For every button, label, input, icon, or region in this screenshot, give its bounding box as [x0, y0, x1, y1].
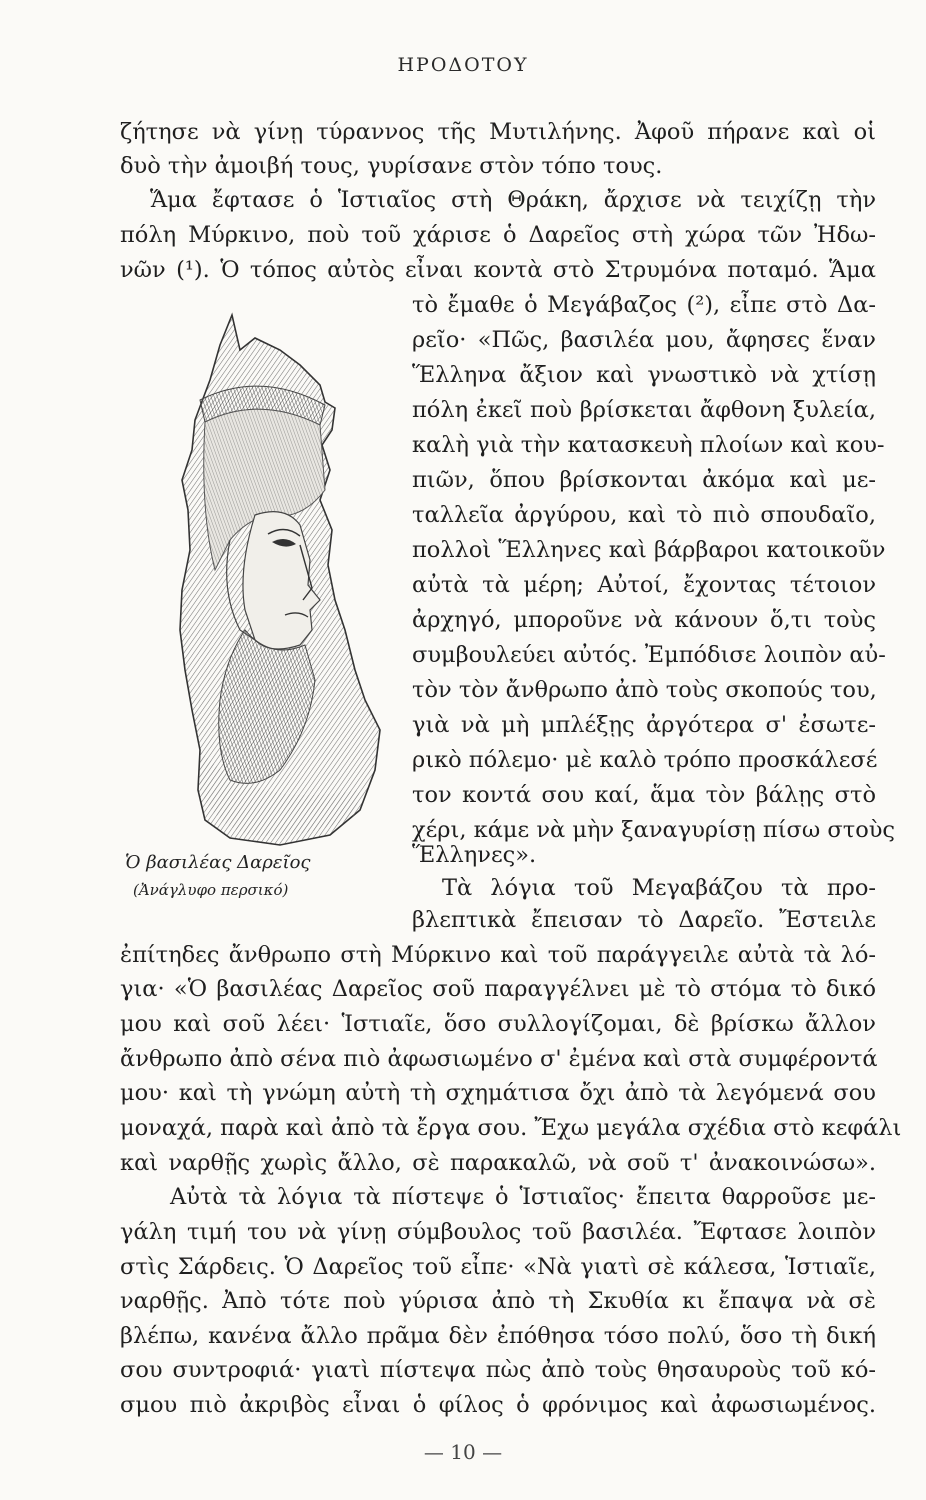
text-line: πόλη Μύρκινο, ποὺ τοῦ χάρισε ὁ Δαρεῖος στὴ χώρα τῶν Ἠδω- — [120, 222, 876, 248]
text-line: συμβουλεύει αὐτός. Ἐμπόδισε λοιπὸν αὐ- — [412, 642, 886, 668]
text-line: τον κοντά σου καί, ἅμα τὸν βάλῃς στὸ — [412, 782, 876, 808]
text-line: στὶς Σάρδεις. Ὁ Δαρεῖος τοῦ εἶπε· «Νὰ γιατὶ σὲ κάλεσα, Ἱστιαῖε, — [120, 1254, 876, 1280]
text-line: μοναχά, παρὰ καὶ ἀπὸ τὰ ἔργα σου. Ἔχω μεγάλα σχέδια στὸ κεφάλι — [120, 1115, 902, 1141]
text-line: ζήτησε νὰ γίνῃ τύραννος τῆς Μυτιλήνης. Ἀφοῦ πήρανε καὶ οἱ — [120, 119, 876, 145]
text-line: τὸν τὸν ἄνθρωπο ἀπὸ τοὺς σκοπούς του, — [412, 677, 877, 703]
text-line: Ἕλληνα ἄξιον καὶ γνωστικὸ νὰ χτίσῃ — [412, 362, 876, 388]
text-line: ρεῖο· «Πῶς, βασιλέα μου, ἄφησες ἕναν — [412, 327, 876, 353]
text-line: νῶν (¹). Ὁ τόπος αὐτὸς εἶναι κοντὰ στὸ Στρυμόνα ποταμό. Ἅμα — [120, 257, 876, 283]
text-line: Ἅμα ἔφτασε ὁ Ἱστιαῖος στὴ Θράκη, ἄρχισε νὰ τειχίζῃ τὴν — [150, 187, 876, 213]
text-line: δυὸ τὴν ἀμοιβή τους, γυρίσανε στὸν τόπο τους. — [120, 153, 663, 179]
page-number: — 10 — — [423, 1440, 503, 1464]
text-line: Τὰ λόγια τοῦ Μεγαβάζου τὰ προ- — [442, 875, 876, 901]
text-line: για· «Ὁ βασιλέας Δαρεῖος σοῦ παραγγέλνει μὲ τὸ στόμα τὸ δικό — [120, 976, 876, 1002]
text-line: Ἕλληνες». — [412, 842, 537, 868]
text-line: βλέπω, κανένα ἄλλο πρᾶμα δὲν ἐπόθησα τόσο πολύ, ὅσο τὴ δική — [120, 1323, 876, 1349]
figure-caption-subtitle: (Ἀνάγλυφο περσικό) — [133, 881, 289, 899]
text-line: πολλοὶ Ἕλληνες καὶ βάρβαροι κατοικοῦν — [412, 537, 886, 563]
text-line: ρικὸ πόλεμο· μὲ καλὸ τρόπο προσκάλεσέ — [412, 747, 878, 773]
text-line: γιὰ νὰ μὴ μπλέξῃς ἀργότερα σ' ἐσωτε- — [412, 712, 876, 738]
text-line: πιῶν, ὅπου βρίσκονται ἀκόμα καὶ με- — [412, 467, 876, 493]
text-line: Αὐτὰ τὰ λόγια τὰ πίστεψε ὁ Ἱστιαῖος· ἔπειτα θαρροῦσε με- — [170, 1184, 876, 1210]
text-line: αὐτὰ τὰ μέρη; Αὐτοί, ἔχοντας τέτοιον — [412, 572, 876, 598]
running-header: ΗΡΟΔΟΤΟΥ — [397, 54, 529, 76]
text-line: σμου πιὸ ἀκριβὸς εἶναι ὁ φίλος ὁ φρόνιμος καὶ ἀφωσιωμένος. — [120, 1392, 876, 1418]
text-line: ἀρχηγό, μποροῦνε νὰ κάνουν ὅ,τι τοὺς — [412, 607, 876, 633]
text-line: μου καὶ σοῦ λέει· Ἱστιαῖε, ὅσο συλλογίζομαι, δὲ βρίσκω ἄλλον — [120, 1011, 876, 1037]
text-line: ναρθῇς. Ἀπὸ τότε ποὺ γύρισα ἀπὸ τὴ Σκυθία κι ἔπαψα νὰ σὲ — [120, 1288, 876, 1314]
text-line: ἄνθρωπο ἀπὸ σένα πιὸ ἀφωσιωμένο σ' ἐμένα καὶ στὰ συμφέροντά — [120, 1046, 878, 1072]
text-line: καλὴ γιὰ τὴν κατασκευὴ πλοίων καὶ κου- — [412, 432, 885, 458]
text-line: σου συντροφιά· γιατὶ πίστεψα πὼς ἀπὸ τοὺς θησαυροὺς τοῦ κό- — [120, 1357, 876, 1383]
text-line: μου· καὶ τὴ γνώμη αὐτὴ τὴ σχημάτισα ὄχι ἀπὸ τὰ λεγόμενά σου — [120, 1080, 876, 1106]
text-line: βλεπτικὰ ἔπεισαν τὸ Δαρεῖο. Ἔστειλε — [412, 907, 876, 933]
text-line: γάλη τιμή του νὰ γίνῃ σύμβουλος τοῦ βασιλέα. Ἔφτασε λοιπὸν — [120, 1219, 876, 1245]
text-line: τὸ ἔμαθε ὁ Μεγάβαζος (²), εἶπε στὸ Δα- — [412, 292, 876, 318]
text-line: ταλλεῖα ἀργύρου, καὶ τὸ πιὸ σπουδαῖο, — [412, 502, 876, 528]
text-line: χέρι, κάμε νὰ μὴν ξαναγυρίσῃ πίσω στοὺς — [412, 817, 896, 843]
darius-relief-illustration — [160, 310, 390, 850]
figure-caption-title: Ὁ βασιλέας Δαρεῖος — [125, 852, 311, 873]
text-line: καὶ ναρθῇς χωρὶς ἄλλο, σὲ παρακαλῶ, νὰ σοῦ τ' ἀνακοινώσω». — [120, 1150, 876, 1176]
text-line: πόλη ἐκεῖ ποὺ βρίσκεται ἄφθονη ξυλεία, — [412, 397, 876, 423]
text-line: ἐπίτηδες ἄνθρωπο στὴ Μύρκινο καὶ τοῦ παράγγειλε αὐτὰ τὰ λό- — [120, 942, 876, 968]
